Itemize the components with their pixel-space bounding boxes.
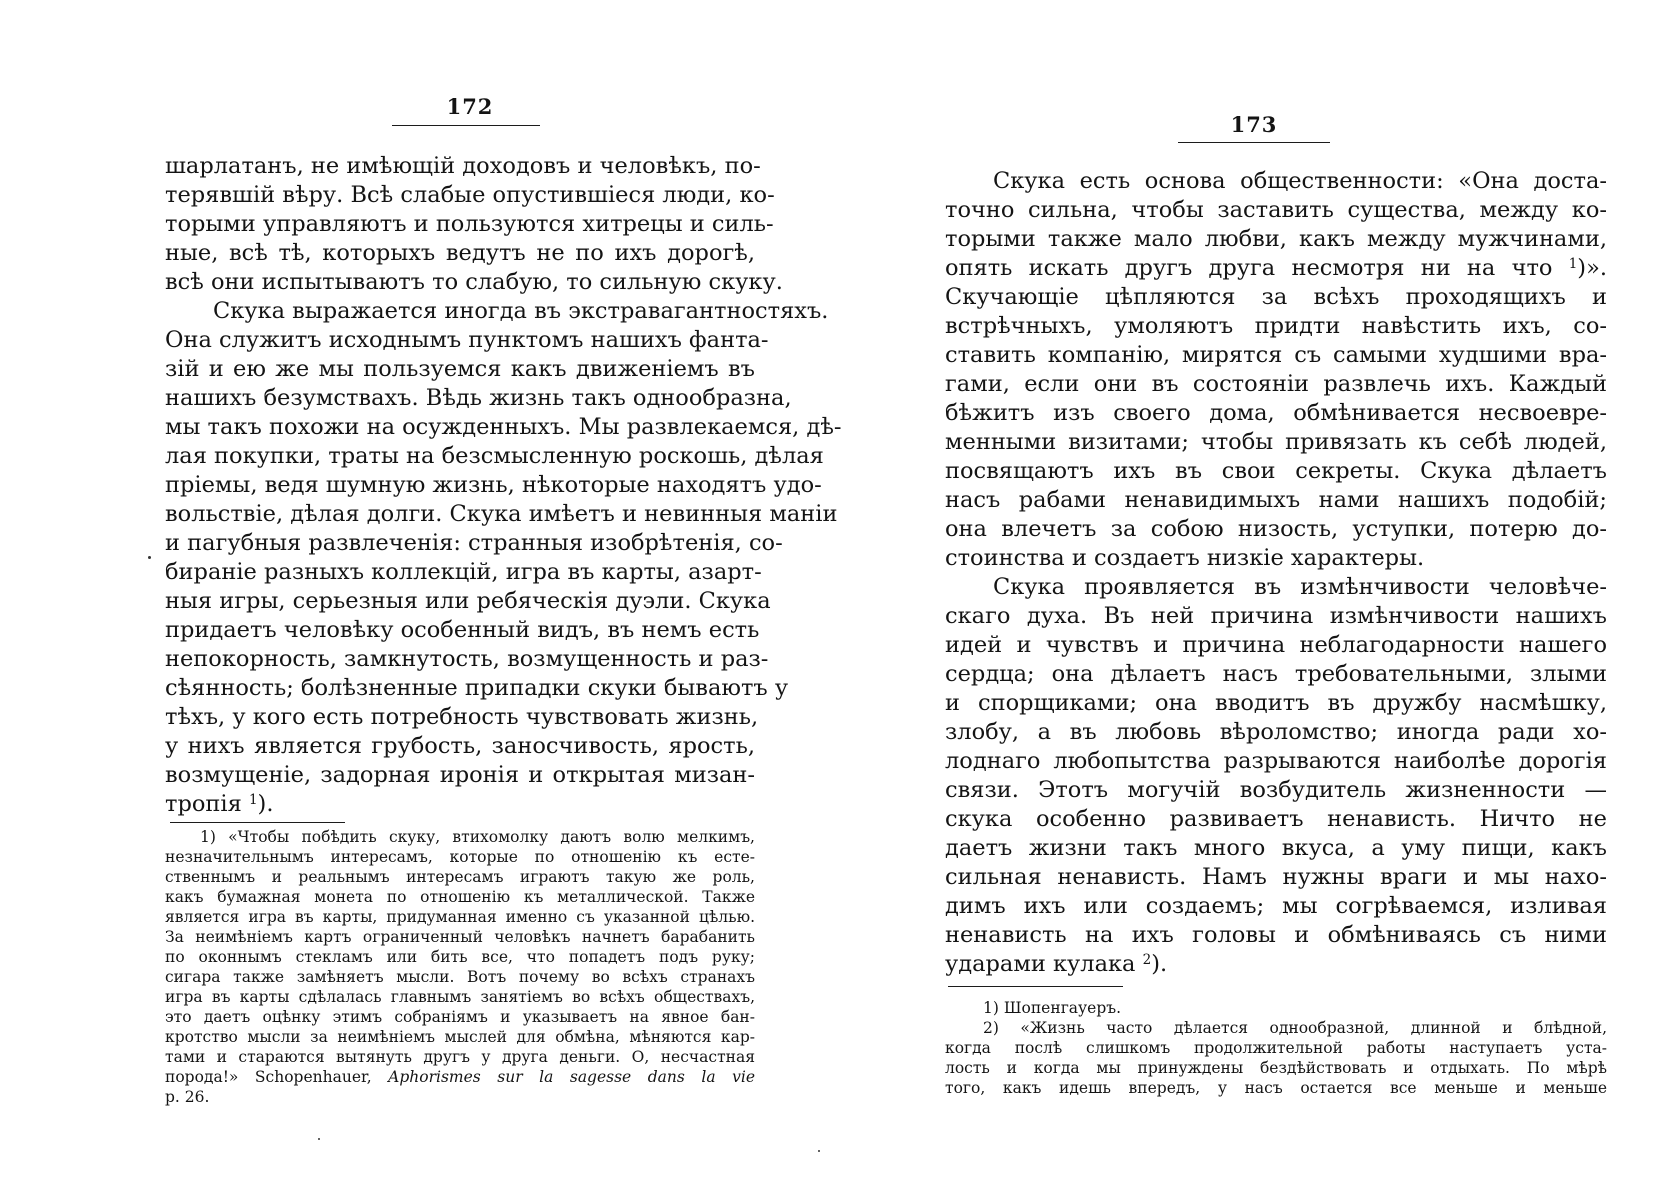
footnote-line: какъ бумажная монета по отношенію къ металлической. Также (165, 888, 755, 906)
footnote-line: игра въ карты сдѣлалась главнымъ занятіемъ во всѣхъ обществахъ, (165, 988, 755, 1006)
page-number: 173 (1230, 112, 1278, 137)
body-line: скаго духа. Въ ней причина измѣнчивости нашихъ (945, 603, 1607, 629)
body-line: идей и чувствъ и причина неблагодарности нашего (945, 632, 1607, 658)
body-line-last (945, 949, 1607, 979)
body-line: лоднаго любопытства разрываются наиболѣе дорогія (945, 748, 1607, 774)
body-line: встрѣчныхъ, умоляютъ придти навѣстить ихъ, со- (945, 313, 1607, 339)
footnote-line: по оконнымъ стекламъ или бить все, что попадетъ подъ руку; (165, 948, 755, 966)
scan-speck (318, 1138, 320, 1140)
body-line: Скука выражается иногда въ экстравагантностяхъ. (213, 298, 829, 324)
body-line: гами, если они въ состояніи развлечь ихъ. Каждый (945, 371, 1607, 397)
body-line: возмущеніе, задорная иронія и открытая мизан- (165, 762, 755, 788)
body-line: бѣжитъ изъ своего дома, обмѣнивается несвоевре- (945, 400, 1607, 426)
footnote-title: Aphorismes sur la sagesse dans la vie (388, 1068, 755, 1086)
body-line: пріемы, ведя шумную жизнь, нѣкоторые находятъ удо- (165, 472, 822, 498)
body-line: ненависть на ихъ головы и обмѣниваясь съ ними (945, 922, 1607, 948)
body-text: ). (257, 791, 274, 817)
body-line: стоинства и создаетъ низкіе характеры. (945, 545, 1425, 571)
body-text: тропія (165, 791, 242, 817)
body-line: Скука есть основа общественности: «Она доста- (993, 168, 1607, 194)
body-line: терявшій вѣру. Всѣ слабые опустившiеся люди, ко- (165, 182, 775, 208)
footnote-line-source (165, 1067, 755, 1087)
body-line: насъ рабами ненавидимыхъ нами нашихъ подобій; (945, 487, 1607, 513)
body-line: ныя игры, серьезныя или ребяческія дуэли. Скука (165, 588, 771, 614)
body-line: точно сильна, чтобы заставить существа, между ко- (945, 197, 1607, 223)
scan-speck (148, 556, 151, 559)
footnote-line: незначительнымъ интересамъ, которые по отношенію къ есте- (165, 848, 755, 866)
body-line: и спорщиками; она вводитъ въ дружбу насмѣшку, (945, 690, 1607, 716)
body-line: Скука проявляется въ измѣнчивости человѣче- (993, 574, 1607, 600)
right-page (828, 0, 1657, 1183)
body-line: нашихъ безумствахъ. Вѣдь жизнь такъ однообразна, (165, 385, 792, 411)
body-line: связи. Этотъ могучій возбудитель жизненности — (945, 777, 1607, 803)
footnote-line-page: p. 26. (165, 1088, 210, 1106)
body-line: тѣхъ, у кого есть потребность чувствовать жизнь, (165, 704, 759, 730)
body-line: сердца; она дѣлаетъ насъ требовательными, злыми (945, 661, 1607, 687)
footnote-rule (948, 986, 1123, 987)
footnote-line: ственнымъ и реальнымъ интересамъ играютъ такую же роль, (165, 868, 755, 886)
body-line: злобу, а въ любовь вѣроломство; иногда ради хо- (945, 719, 1607, 745)
footnote-line: сигара также замѣняетъ мысли. Вотъ почему во всѣхъ странахъ (165, 968, 755, 986)
footnote-ref: 2 (1142, 952, 1152, 968)
body-line: димъ ихъ или создаемъ; мы согрѣваемся, изливая (945, 893, 1607, 919)
footnote-line: лость и когда мы принуждены бездѣйствовать и отдыхать. По мѣрѣ (945, 1059, 1607, 1077)
scan-speck (818, 1150, 820, 1152)
page-number-rule (1178, 142, 1330, 143)
body-line: сильная ненависть. Намъ нужны враги и мы нахо- (945, 864, 1607, 890)
body-line: Она служитъ исходнымъ пунктомъ нашихъ фанта- (165, 327, 769, 353)
footnote-line: тами и стараются вытянуть другъ у друга деньги. О, несчастная (165, 1048, 755, 1066)
body-line-last (165, 789, 755, 819)
footnote-line: того, какъ идешь впередъ, у насъ остается все меньше и меньше (945, 1079, 1607, 1097)
footnote-line: 2) «Жизнь часто дѣлается однообразной, длинной и блѣдной, (983, 1019, 1607, 1037)
body-line: бираніе разныхъ коллекцій, игра въ карты, азарт- (165, 559, 762, 585)
footnote-ref: 1 (248, 792, 258, 808)
body-line: Скучающіе цѣпляются за всѣхъ проходящихъ и (945, 284, 1607, 310)
body-line: зій и ею же мы пользуемся какъ движеніемъ въ (165, 356, 755, 382)
body-line: лая покупки, траты на безсмысленную роскошь, дѣлая (165, 443, 824, 469)
footnote-line: кротство мысли за неимѣніемъ мыслей для обмѣна, мѣняются кар- (165, 1028, 755, 1046)
footnote-text: порода!» Schopenhauer, (165, 1068, 372, 1086)
body-text: )». (1577, 255, 1607, 281)
footnote-ref: 1 (1568, 256, 1578, 272)
body-line: мы такъ похожи на осужденныхъ. Мы развлекаемся, дѣ- (165, 414, 842, 440)
footnote-line: это даетъ оцѣнку этимъ собраніямъ и указываетъ на явное бан- (165, 1008, 755, 1026)
body-line-ref (945, 253, 1607, 283)
body-line: торыми также мало любви, какъ между мужчинами, (945, 226, 1607, 252)
body-line: скука особенно развиваетъ ненависть. Ничто не (945, 806, 1607, 832)
footnote-line: является игра въ карты, придуманная именно съ указанной цѣлью. (165, 908, 755, 926)
body-line: всѣ они испытываютъ то слабую, то сильную скуку. (165, 269, 783, 295)
footnote-line: За неимѣніемъ картъ ограниченный человѣкъ начнетъ барабанить (165, 928, 755, 946)
body-line: торыми управляютъ и пользуются хитрецы и силь- (165, 211, 774, 237)
body-line: придаетъ человѣку особенный видъ, въ немъ есть (165, 617, 760, 643)
footnote-line: когда послѣ слишкомъ продолжительной работы наступаетъ уста- (945, 1039, 1607, 1057)
body-line: сѣянность; болѣзненные припадки скуки бываютъ у (165, 675, 789, 701)
body-line: даетъ жизни такъ много вкуса, а уму пищи, какъ (945, 835, 1607, 861)
body-line: посвящаютъ ихъ въ свои секреты. Скука дѣлаетъ (945, 458, 1607, 484)
footnote-line: 1) Шопенгауеръ. (983, 999, 1122, 1017)
body-line: непокорность, замкнутость, возмущенность и раз- (165, 646, 769, 672)
body-text: ). (1151, 951, 1168, 977)
body-line: у нихъ является грубость, заносчивость, ярость, (165, 733, 755, 759)
body-line: шарлатанъ, не имѣющій доходовъ и человѣкъ, по- (165, 153, 761, 179)
footnote-rule (170, 822, 345, 823)
body-line: вольствіе, дѣлая долги. Скука имѣетъ и невинныя маніи (165, 501, 838, 527)
body-line: ные, всѣ тѣ, которыхъ ведутъ не по ихъ дорогѣ, (165, 240, 755, 266)
body-line: и пагубныя развлеченія: странныя изобрѣтенія, со- (165, 530, 783, 556)
body-text: ударами кулака (945, 951, 1136, 977)
body-text: опять искать другъ друга несмотря ни на что (945, 255, 1553, 281)
page-number-rule (392, 125, 540, 126)
body-line: она влечетъ за собою низость, уступки, потерю до- (945, 516, 1607, 542)
page-number: 172 (446, 94, 494, 119)
body-line: менными визитами; чтобы привязать къ себѣ людей, (945, 429, 1607, 455)
footnote-line: 1) «Чтобы побѣдить скуку, втихомолку даютъ волю мелкимъ, (200, 828, 755, 846)
body-line: ставить компанію, мирятся съ самыми худшими вра- (945, 342, 1607, 368)
